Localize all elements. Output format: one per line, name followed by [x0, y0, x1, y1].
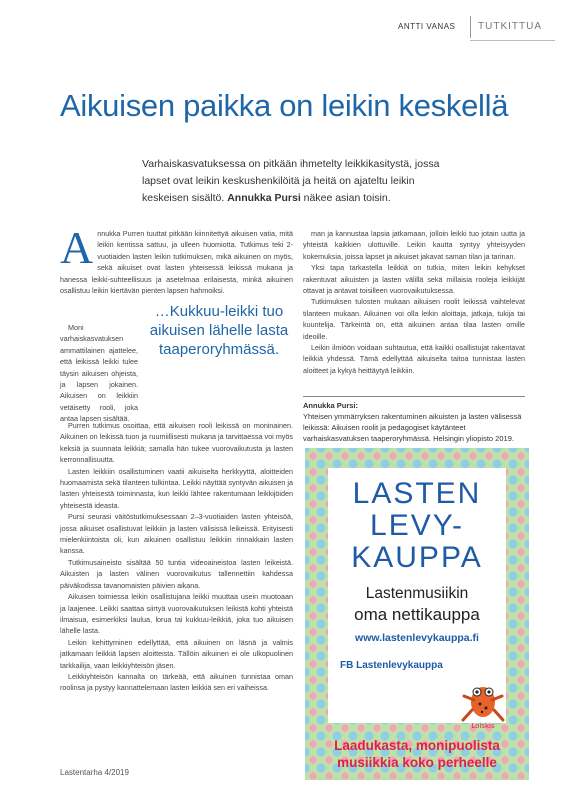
byline-divider [303, 396, 525, 397]
paragraph: Leikkiyhteisön kannalta on tärkeää, että aikuinen tunnistaa oman roolinsa ja pystyy kannattelemaan lasten leikkiä sen eri vaiheissa. [60, 671, 293, 693]
citation-text: Yhteisen ymmärryksen rakentuminen aikuisten ja lasten välisessä leikissä: Aikuisen roolit ja pedagogiset käytänteet varhaiskasvatuksen taaperoryhmässä. Helsingin yliopisto 2019. [303, 412, 522, 443]
article-title: Aikuisen paikka on leikin keskellä [60, 88, 509, 123]
frog-icon [460, 680, 506, 730]
article-lead [142, 156, 442, 207]
pull-quote: …Kukkuu-leikki tuo aikuisen lähelle lasta taaperoryhmässä. [149, 303, 289, 358]
logo-line: LASTEN [352, 477, 482, 510]
paragraph: Yksi tapa tarkastella leikkiä on tutkia, miten leikin kehykset rakentuvat aikuisten ja lasten välillä sekä millaisia rooleja leikkijät ottavat ja antavat toisilleen vuorovaikutuksessa. [303, 263, 525, 296]
intro-paragraph: nnukka Purren tuuttat pitkään kiinnitettyä aikuisen vatia, mitä leikin kentissa sattuu, ja ulleen huomiotta. Tutkimus teki 2-vuotiaiden lasten leikin tutkimuksen, mikä aikuinen on myös, sekä aikuiset ovat lasten yhteisessä leikissä mukana ja hanessa leikki-suhteellisuus ja asetelmaa erilaisesta, minkä aikuinen osallistuu leikin kiertävän pienten lapsen hahmoiksi. [60, 229, 293, 296]
ad-tagline: Laadukasta, monipuolista [334, 738, 500, 753]
paragraph: Moni varhaiskasvatuksen ammattilainen ajattelee, että leikissä leikki tulee täysin aikuisen ohjeista, ja lapsen jokainen. Aikuisen on leikkiin vetäisetty rooli, joka antaa lapsen sisältää. [60, 323, 138, 424]
lead-author: Annukka Pursi [227, 192, 301, 204]
header-rule [470, 40, 555, 41]
header-divider [470, 16, 471, 38]
paragraph: Leikin kehittyminen edellyttää, että aikuinen on läsnä ja valmis jatkamaan leikkiä lapsen aloitteista. Tällöin aikuinen ei ole ulkopuolinen tarkkailija, vaan leikkiyhteisön jäsen. [60, 637, 293, 670]
column-2-body [303, 228, 525, 388]
lead-text-end: näkee asian toisin. [303, 192, 391, 204]
paragraph: man ja kannustaa lapsia jatkamaan, jolloin leikki tuo jotain uutta ja yhteistä kaikkien ulottuville. Leikin kautta syntyy yhteisyyden kokemuksia, joissa lapset ja aikuiset jakavat saman tilan ja tarinan. [303, 229, 525, 261]
drop-cap: A [60, 222, 94, 273]
shop-logo [340, 478, 494, 574]
ad-website-link[interactable]: www.lastenlevykauppa.fi [355, 632, 479, 644]
page-footer: Lastentarha 4/2019 [60, 768, 129, 777]
ad-tagline: musiikkia koko perheelle [337, 755, 497, 770]
paragraph: Tutkimuksen tulosten mukaan aikuisen roolit leikissä vaihtelevat tilanteen mukaan. Aikuinen voi olla leikin aloittaja, jatkaja, tukija tai kuuntelija. Tärkeintä on, että aikuinen antaa tilaa lasten omille ideoille. [303, 297, 525, 341]
lead-text: Varhaiskasvatuksessa on pitkään ihmetelty leikkikasitystä, jossa lapset ovat leikin keskushenkilöitä ja heitä on ajateltu leikin keskeisen sisältö. [142, 158, 440, 204]
paragraph: Leikin ilmiöön voidaan suhtautua, että kaikki osallistujat rakentavat leikkiä yhdessä. Tämä edellyttää aikuiselta taitoa tunnistaa lasten aloitteet ja kykyä heittäytyä leikkiin. [303, 343, 525, 375]
citation-author: Annukka Pursi: [303, 401, 359, 410]
ad-subtitle: oma nettikauppa [354, 605, 480, 624]
paragraph: Lasten leikkiin osallistuminen vaatii aikuiselta herkkyyttä, aloitteiden huomaamista sekä tilanteen tulkintaa. Leikki näyttää syntyvän aikuisen ja lasten yhteisestä toiminnasta, kun leikki lähtee rakentumaan leikkijöiden yhteisestä ideasta. [60, 466, 293, 510]
paragraph: Purren tutkimus osoittaa, että aikuisen rooli leikissä on moninainen. Aikuinen on leikissä tuon ja ruumiillisesti mukana ja tarvittaessa voi myös keksiä ja suunnata leikkiä; samalla hän tukee vuorovaikutusta ja lasten kerronnallisuutta. [60, 421, 293, 465]
ad-subtitle: Lastenmusiikin [365, 585, 469, 602]
frog-label: Loiskis [471, 722, 495, 730]
paragraph: Pursi seurasi väitöstutkimuksessaan 2–3-vuotiaiden lasten yhteisöä, jossa aikuiset osallistuvat leikkiin ja lasten välisissä leikeissä. Erityisesti mielenkiintoista oli, kun aikuinen osallistuu leikkiin rinnakkain lasten kanssa. [60, 512, 293, 556]
logo-line: KAUPPA [351, 541, 483, 574]
section-label: TUTKITTUA [478, 21, 542, 32]
ad-facebook-label: FB Lastenlevykauppa [340, 660, 443, 671]
paragraph: Tutkimusaineisto sisältää 50 tuntia videoaineistoa lasten leikeistä. Aikuisten ja lasten välinen vuorovaikutus tallennettiin kahdessa päiväkodissa tavanomaisten päivien aikana. [60, 557, 293, 590]
logo-line: LEVY- [370, 509, 464, 542]
paragraph: Aikuisen toimiessa leikin osallistujana leikki muuttaa usein muotoaan ja laajenee. Leikki saattaa siirtyä vuorovaikutuksen leikistä kohti yhteistä ilmaisua, esimerkiksi laulua, lorua tai kukkuu-leikkiä, joka tuo aikuisen lähelle lasta. [60, 592, 293, 636]
author-name: ANTTI VANAS [398, 22, 456, 31]
column-1-body [60, 420, 293, 758]
column-1-narrow [60, 322, 138, 424]
source-citation [303, 400, 525, 444]
